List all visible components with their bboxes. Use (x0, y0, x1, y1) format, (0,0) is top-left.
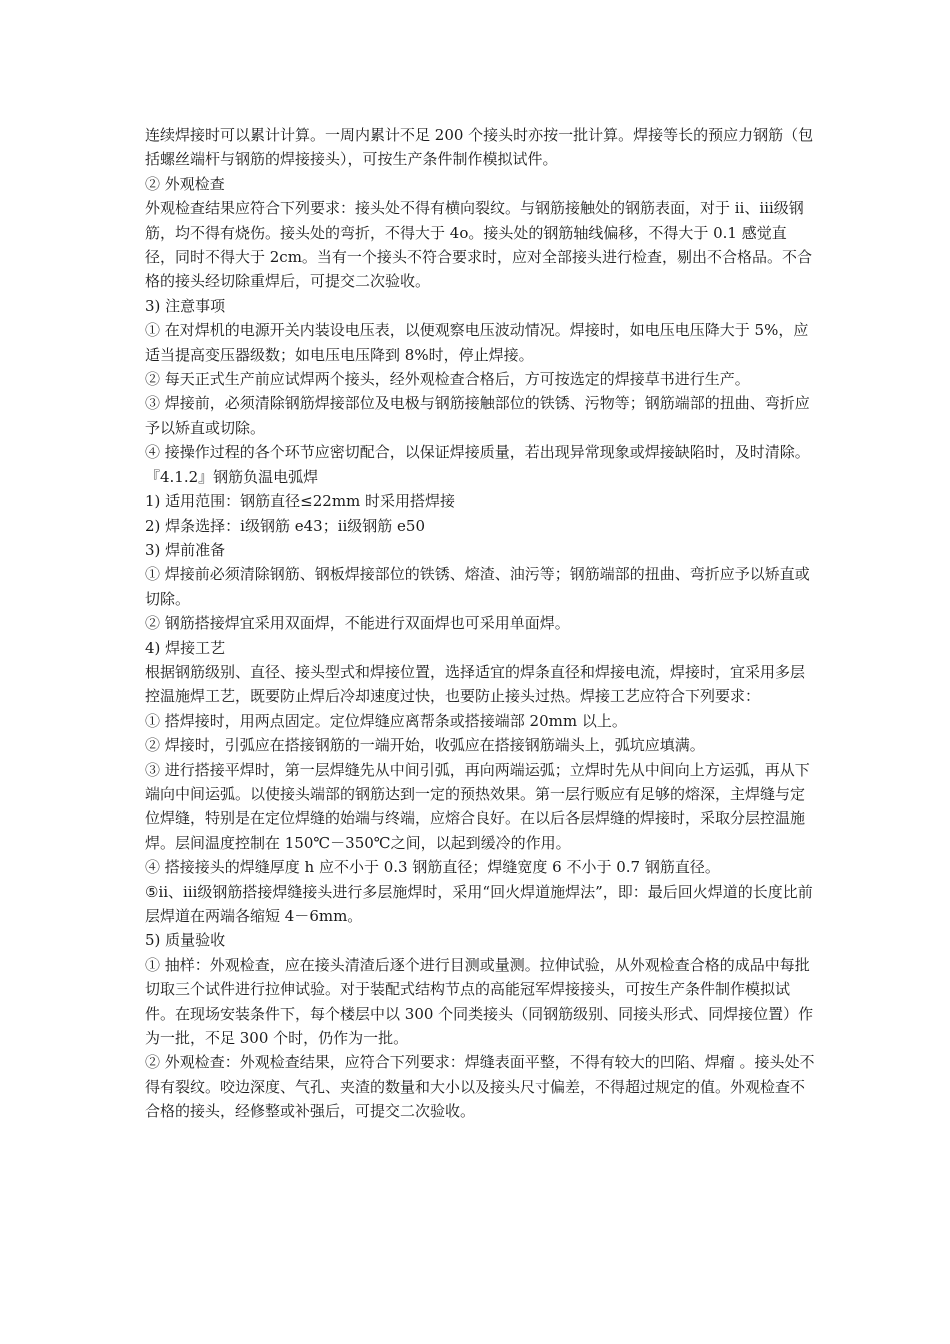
list-item: ① 焊接前必须清除钢筋、钢板焊接部位的铁锈、熔渣、油污等；钢筋端部的扭曲、弯折应予以矫直或切除。 (145, 565, 810, 608)
list-item: ② 钢筋搭接焊宜采用双面焊，不能进行双面焊也可采用单面焊。 (145, 614, 570, 633)
paragraph-continuation: 连续焊接时可以累计计算。一周内累计不足 200 个接头时亦按一批计算。焊接等长的预应力钢筋（包括螺丝端杆与钢筋的焊接接头），可按生产条件制作模拟试件。 (145, 126, 814, 169)
paragraph-visual-inspection: 外观检查结果应符合下列要求：接头处不得有横向裂纹。与钢筋接触处的钢筋表面，对于 ⅱ、ⅲ级钢筋，均不得有烧伤。接头处的弯折，不得大于 4o。接头处的钢筋轴线偏移，不得大于 0.1 感觉直径，同时不得大于 2cm。当有一个接头不符合要求时，应对全部接头进行检查，剔出不合格品。不合格的接头经切除重焊后，可提交二次验收。 (145, 199, 812, 291)
list-item: ① 抽样：外观检查，应在接头清渣后逐个进行目测或量测。拉伸试验，从外观检查合格的成品中每批切取三个试件进行拉伸试验。对于装配式结构节点的高能冠军焊接接头，可按生产条件制作模拟试件。在现场安装条件下，每个楼层中以 300 个同类接头（同钢筋级别、同接头形式、同焊接位置）作为一批，不足 300 个时，仍作为一批。 (145, 955, 814, 1048)
list-item: ① 搭焊接时，用两点固定。定位焊缝应离帮条或搭接端部 20mm 以上。 (145, 711, 627, 730)
paragraph-welding-process: 根据钢筋级别、直径、接头型式和焊接位置，选择适宜的焊条直径和焊接电流，焊接时，宜采用多层控温施焊工艺，既要防止焊后冷却速度过快，也要防止接头过热。焊接工艺应符合下列要求： (145, 662, 806, 706)
list-item: ⑤ⅱ、ⅲ级钢筋搭接焊缝接头进行多层施焊时，采用“回火焊道施焊法”，即：最后回火焊道的长度比前层焊道在两端各缩短 4－6mm。 (145, 882, 813, 925)
document-body (145, 123, 815, 1124)
list-item: ② 外观检查：外观检查结果，应符合下列要求：焊缝表面平整，不得有较大的凹陷、焊瘤 。接头处不得有裂纹。咬边深度、气孔、夹渣的数量和大小以及接头尺寸偏差，不得超过规定的值。外观检查不合格的接头，经修整或补强后，可提交二次验收。 (145, 1053, 815, 1121)
list-item: ④ 搭接接头的焊缝厚度 h 应不小于 0.3 钢筋直径；焊缝宽度 6 不小于 0.7 钢筋直径。 (145, 858, 720, 877)
heading-welding-process: 4) 焊接工艺 (145, 638, 226, 657)
list-item: ② 焊接时，引弧应在搭接钢筋的一端开始，收弧应在搭接钢筋端头上，弧坑应填满。 (145, 736, 705, 755)
heading-precautions: 3) 注意事项 (145, 296, 226, 315)
heading-visual-inspection: ② 外观检查 (145, 174, 225, 193)
list-item: ② 每天正式生产前应试焊两个接头，经外观检查合格后，方可按选定的焊接草书进行生产。 (145, 370, 750, 389)
list-item: ④ 接操作过程的各个环节应密切配合，以保证焊接质量，若出现异常现象或焊接缺陷时，及时清除。 (145, 443, 810, 462)
list-item: ③ 焊接前，必须清除钢筋焊接部位及电极与钢筋接触部位的铁锈、污物等；钢筋端部的扭曲、弯折应予以矫直或切除。 (145, 394, 810, 437)
list-item: ① 在对焊机的电源开关内装设电压表，以便观察电压波动情况。焊接时，如电压电压降大于 5%，应适当提高变压器级数；如电压电压降到 8%时，停止焊接。 (145, 321, 809, 364)
list-item: 2) 焊条选择：ⅰ级钢筋 e43；ⅱ级钢筋 e50 (145, 516, 426, 535)
section-heading: 『4.1.2』钢筋负温电弧焊 (145, 467, 319, 486)
heading-quality-acceptance: 5) 质量验收 (145, 931, 226, 950)
list-item: 1) 适用范围：钢筋直径≤22mm 时采用搭焊接 (145, 492, 456, 511)
heading-preparation: 3) 焊前准备 (145, 540, 226, 559)
list-item: ③ 进行搭接平焊时，第一层焊缝先从中间引弧，再向两端运弧；立焊时先从中间向上方运弧，再从下端向中间运弧。以使接头端部的钢筋达到一定的预热效果。第一层行贩应有足够的熔深，主焊缝与定位焊缝，特别是在定位焊缝的始端与终端，应熔合良好。在以后各层焊缝的焊接时，采取分层控温施焊。层间温度控制在 150℃－350℃之间，以起到缓冷的作用。 (145, 760, 810, 852)
